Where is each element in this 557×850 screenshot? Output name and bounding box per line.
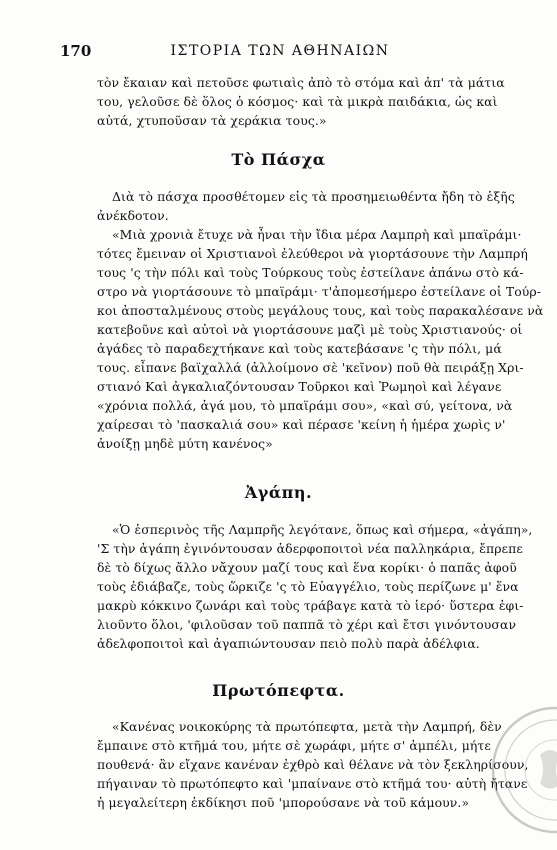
text-line: ἀγάδες τὸ παραδεχτήκανε καὶ τοὺς κατεβάσανε 'ς τὴν πόλι, μά (97, 341, 502, 356)
text-line: αὐτά, χτυποῦσαν τὰ χεράκια τους.» (97, 113, 327, 128)
section-title-easter: Τὸ Πάσχα (231, 150, 326, 169)
text-line: χαίρεσαι τὸ 'πασκαλιά σου» καὶ πέρασε 'κείνη ἡ ἡμέρα χωρὶς ν' (97, 417, 506, 432)
text-line: τους 'ς τὴν πόλι καὶ τοὺς Τούρκους τοὺς ἐστείλανε ἀπάνω στὸ κά- (97, 265, 524, 280)
text-line: του, γελοῦσε δὲ ὅλος ὁ κόσμος· καὶ τὰ μικρὰ παιδάκια, ὡς καὶ (97, 94, 498, 109)
text-line: τους. εἶπανε βαϊχαλλά (ἀλλοίμονο σὲ 'κεῖνον) ποῦ θὰ πειράξῃ Χρι- (97, 360, 524, 375)
text-line: πουθενά· ἂν εἴχανε κανέναν ἐχθρὸ καὶ θέλανε νὰ τὸν ξεκληρίσουν, (97, 757, 529, 772)
library-stamp (480, 695, 557, 845)
text-line: «Μιὰ χρονιὰ ἔτυχε νὰ ἦναι τὴν ἴδια μέρα Λαμπρὴ καὶ μπαϊράμι· (112, 227, 522, 242)
text-line: «χρόνια πολλά, ἀγά μου, τὸ μπαϊράμι σου», «καὶ σύ, γείτονα, νὰ (97, 398, 513, 413)
text-line: μακρὺ κόκκινο ζωνάρι καὶ τοὺς τράβαγε κατὰ τὸ ἱερό· ὕστερα ἐφι- (97, 598, 524, 613)
page-number: 170 (60, 42, 92, 60)
text-line: «Κανένας νοικοκύρης τὰ πρωτόπεφτα, μετὰ τὴν Λαμπρή, δὲν (112, 719, 502, 734)
text-line: τὸν ἔκαιαν καὶ πετοῦσε φωτιαὶς ἀπὸ τὸ στόμα καὶ ἀπ' τὰ μάτια (97, 75, 505, 90)
text-line: στιανό Καὶ ἀγκαλιαζόντουσαν Τοῦρκοι καὶ Ῥωμηοὶ καὶ λέγανε (97, 379, 502, 394)
section-title-protopefta: Πρωτόπεφτα. (212, 681, 345, 700)
running-head: ΙΣΤΟΡΙΑ ΤΩΝ ΑΘΗΝΑΙΩΝ (170, 43, 390, 59)
section-title-love: Ἀγάπη. (244, 483, 313, 502)
text-line: τοὺς ἐδιάβαζε, τοὺς ὥρκιζε 'ς τὸ Εὐαγγέλιο, τοὺς περίζωνε μ' ἕνα (97, 579, 519, 594)
text-line: ἀνέκδοτον. (97, 208, 169, 223)
text-line: κοι ἀποσταλμένους στοὺς μεγάλους τους, καὶ τοὺς παρακαλέσανε νὰ (97, 303, 544, 318)
page-header (60, 42, 500, 62)
text-line: 'Σ τὴν ἀγάπη ἐγινόντουσαν ἀδερφοποιτοὶ νέα παλληκάρια, ἔπρεπε (97, 541, 523, 556)
text-line: στρο νὰ γιορτάσουνε τὸ μπαϊράμι· τ'ἀπομεσήμερο ἐστείλανε οἱ Τούρ- (97, 284, 542, 299)
text-line: κατεβοῦνε καὶ αὐτοὶ νὰ γιορτάσουνε μαζὶ μὲ τοὺς Χριστιανούς· οἱ (97, 322, 523, 337)
text-line: «Ὁ ἑσπερινὸς τῆς Λαμπρῆς λεγότανε, ὅπως καὶ σήμερα, «ἀγάπη», (112, 522, 533, 537)
text-line: ἔμπαινε στὸ κτῆμά του, μήτε σὲ χωράφι, μήτε σ' ἀμπέλι, μήτε (97, 738, 491, 753)
text-line: ἡ μεγαλείτερη ἐκδίκησι ποῦ 'μπορούσανε νὰ τοῦ κάμουν.» (97, 795, 470, 810)
text-line: τότες ἔμειναν οἱ Χριστιανοὶ ἐλεύθεροι νὰ γιορτάσουνε τὴν Λαμπρή (97, 246, 528, 261)
text-line: Διὰ τὸ πάσχα προσθέτομεν εἰς τὰ προσημειωθέντα ἤδη τὸ ἑξῆς (112, 189, 515, 204)
text-line: λιοῦντο ὅλοι, 'φιλοῦσαν τοῦ παππᾶ τὸ χέρι καὶ ἔτσι γινόντουσαν (97, 617, 517, 632)
text-line: δὲ τὸ δίχως ἄλλο νἄχουν μαζί τους καὶ ἕνα κορίκι· ὁ παπᾶς ἀφοῦ (97, 560, 517, 575)
text-line: ἀνοίξῃ μηδὲ μύτη κανένος» (97, 436, 273, 451)
text-line: πήγαιναν τὸ πρωτόπεφτο καὶ 'μπαίνανε στὸ κτῆμά του· αὐτὴ ἤτανε (97, 776, 528, 791)
text-line: ἀδελφοποιτοὶ καὶ ἀγαπιώντουσαν πειὸ πολὺ παρὰ ἀδέλφια. (97, 636, 480, 651)
